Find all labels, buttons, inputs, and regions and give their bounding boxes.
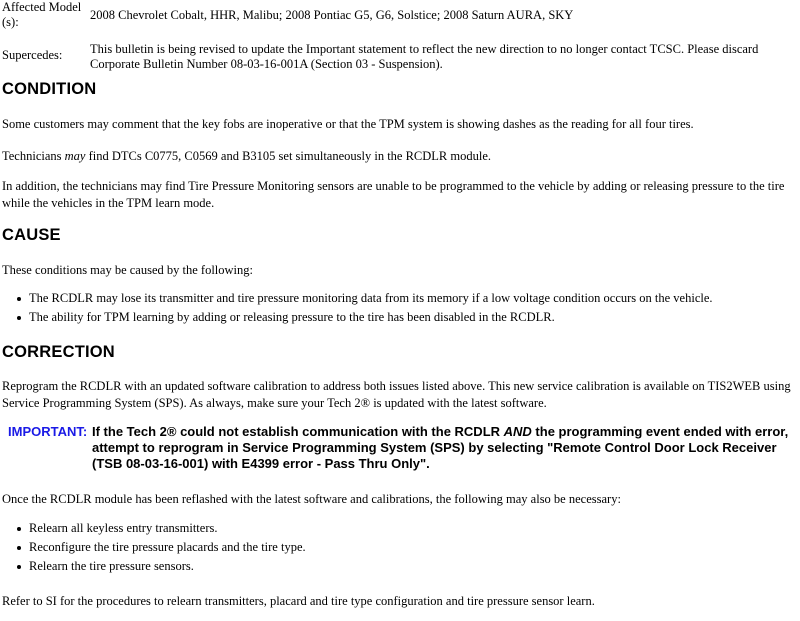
affected-model-label: Affected Model (s): xyxy=(2,0,82,29)
supercedes-label: Supercedes: xyxy=(2,48,63,62)
cause-heading: CAUSE xyxy=(2,226,61,244)
cause-intro: These conditions may be caused by the following: xyxy=(2,263,253,277)
condition-paragraph-1: Some customers may comment that the key fobs are inoperative or that the TPM system is showing dashes as the reading for all four tires. xyxy=(2,117,694,131)
condition-paragraph-3: In addition, the technicians may find Tire Pressure Monitoring sensors are unable to be programmed to the vehicle by adding or releasing pressure to the tire while the vehicles in the TPM learn mode. xyxy=(2,179,785,210)
important-text xyxy=(92,424,798,472)
correction-paragraph-2: Once the RCDLR module has been reflashed with the latest software and calibrations, the following may also be necessary: xyxy=(2,492,621,506)
bulletin-meta-table xyxy=(0,0,800,78)
condition-p2-text-rest: find DTCs C0775, C0569 and B3105 set simultaneously in the RCDLR module. xyxy=(85,149,492,163)
important-text-start: If the Tech 2® could not establish communication with the RCDLR xyxy=(92,424,504,439)
correction-paragraph-3: Refer to SI for the procedures to relearn transmitters, placard and tire type configuration and tire pressure sensor learn. xyxy=(2,594,595,608)
cause-list-item: The ability for TPM learning by adding or releasing pressure to the tire has been disabled in the RCDLR. xyxy=(0,308,713,327)
correction-paragraph-1: Reprogram the RCDLR with an updated software calibration to address both issues listed above. This new service calibration is available on TIS2WEB using Service Programming System (SPS). As always, make sure your Tech 2® is updated with the latest software. xyxy=(2,379,791,410)
condition-heading: CONDITION xyxy=(2,80,97,98)
correction-list-item: Relearn all keyless entry transmitters. xyxy=(0,519,306,538)
correction-list-item: Reconfigure the tire pressure placards and the tire type. xyxy=(0,538,306,557)
important-emphasis: AND xyxy=(503,424,532,439)
correction-heading: CORRECTION xyxy=(2,343,115,361)
correction-list-item: Relearn the tire pressure sensors. xyxy=(0,557,306,576)
condition-p2-emphasis: may xyxy=(64,149,86,163)
condition-paragraph-2 xyxy=(2,148,792,165)
affected-model-row xyxy=(0,0,800,42)
supercedes-value: This bulletin is being revised to update the Important statement to reflect the new direction to no longer contact TCSC. Please discard Corporate Bulletin Number 08-03-16-001A (Section 03 - Suspension). xyxy=(90,42,759,71)
cause-list xyxy=(0,289,713,327)
condition-p2-text: Technicians xyxy=(2,149,65,163)
important-label: IMPORTANT: xyxy=(8,424,88,439)
supercedes-row xyxy=(0,42,800,78)
correction-list xyxy=(0,519,306,576)
affected-model-value: 2008 Chevrolet Cobalt, HHR, Malibu; 2008 Pontiac G5, G6, Solstice; 2008 Saturn AURA, SKY xyxy=(90,8,574,22)
cause-list-item: The RCDLR may lose its transmitter and tire pressure monitoring data from its memory if a low voltage condition occurs on the vehicle. xyxy=(0,289,713,308)
important-notice xyxy=(8,424,798,472)
important-text-end: the programming event ended with error, attempt to reprogram in Service Programming System (SPS) by selecting "Remote Control Door Lock Receiver (TSB 08-03-16-001) with E4399 error - Pass Thru Only". xyxy=(92,424,789,471)
